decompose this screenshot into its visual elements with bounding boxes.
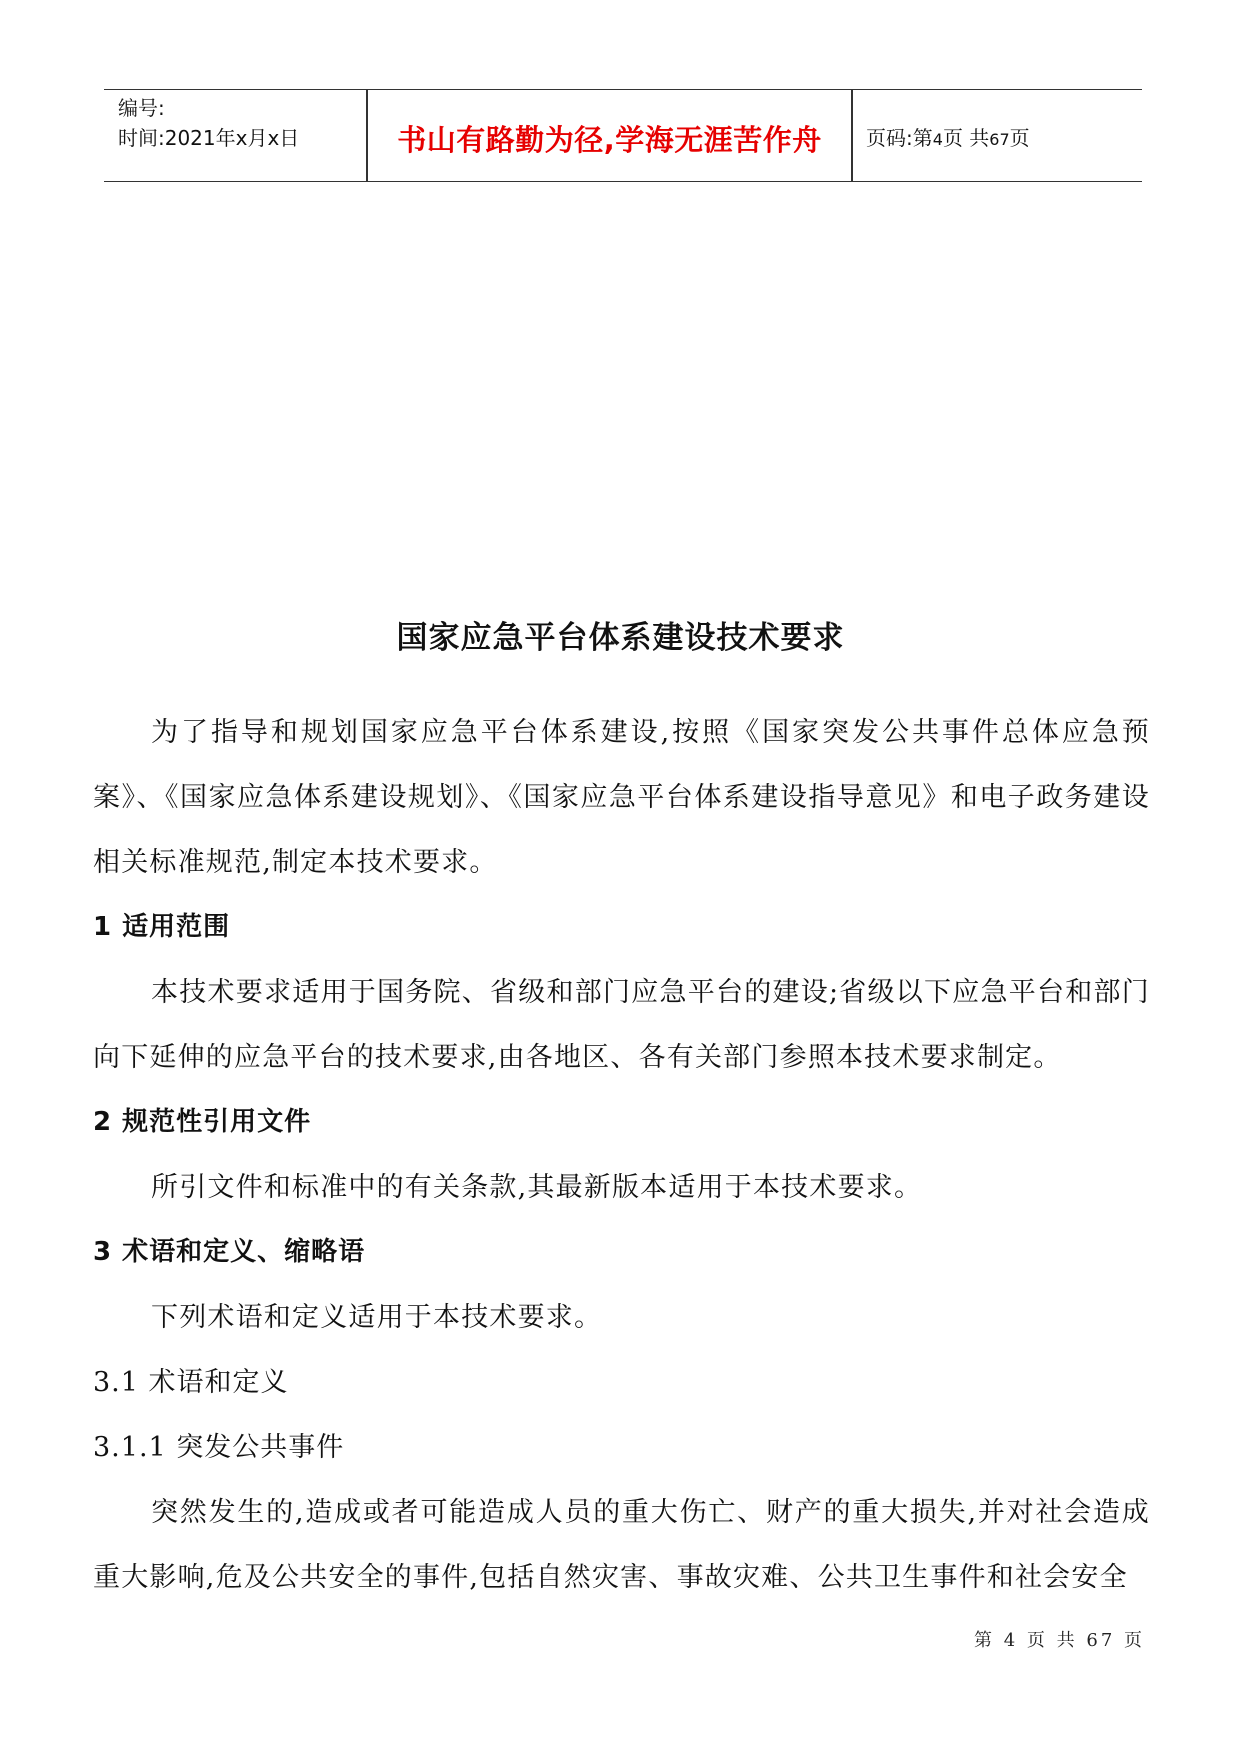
section-2-heading: 2 规范性引用文件 <box>93 1107 312 1137</box>
section-3-1-1-paragraph: 突然发生的,造成或者可能造成人员的重大伤亡、财产的重大损失,并对社会造成重大影响,危及公共安全的事件,包括自然灾害、事故灾难、公共卫生事件和社会安全 <box>93 1497 1150 1593</box>
section-3-paragraph: 下列术语和定义适用于本技术要求。 <box>151 1302 603 1333</box>
page-suffix: 页 <box>1009 126 1030 150</box>
section-3-1-1-heading: 3.1.1 突发公共事件 <box>93 1432 345 1463</box>
page-number: 4 <box>932 130 943 149</box>
section-1-paragraph: 本技术要求适用于国务院、省级和部门应急平台的建设;省级以下应急平台和部门向下延伸的应急平台的技术要求,由各地区、各有关部门参照本技术要求制定。 <box>93 977 1150 1073</box>
page-footer: 第 4 页 共 67 页 <box>974 1630 1145 1651</box>
number-label: 编号: <box>118 96 165 120</box>
header-page-info <box>866 122 1030 151</box>
section-1-heading: 1 适用范围 <box>93 912 231 942</box>
page-total: 67 <box>989 130 1010 149</box>
intro-paragraph: 为了指导和规划国家应急平台体系建设,按照《国家突发公共事件总体应急预案》、《国家应急体系建设规划》、《国家应急平台体系建设指导意见》和电子政务建设相关标准规范,制定本技术要求。 <box>93 717 1150 878</box>
time-label: 时间:2021年x月x日 <box>118 126 300 150</box>
section-3-heading: 3 术语和定义、缩略语 <box>93 1237 366 1267</box>
document-title: 国家应急平台体系建设技术要求 <box>396 620 845 656</box>
document-body <box>93 700 1150 1610</box>
page-header <box>104 89 1142 182</box>
section-2-paragraph: 所引文件和标准中的有关条款,其最新版本适用于本技术要求。 <box>151 1172 923 1203</box>
page-prefix: 页码:第 <box>866 126 933 150</box>
page-mid: 页 共 <box>942 126 990 150</box>
header-meta <box>118 93 299 153</box>
header-motto: 书山有路勤为径,学海无涯苦作舟 <box>397 123 822 157</box>
section-3-1-heading: 3.1 术语和定义 <box>93 1367 289 1398</box>
header-divider-right <box>851 90 853 181</box>
